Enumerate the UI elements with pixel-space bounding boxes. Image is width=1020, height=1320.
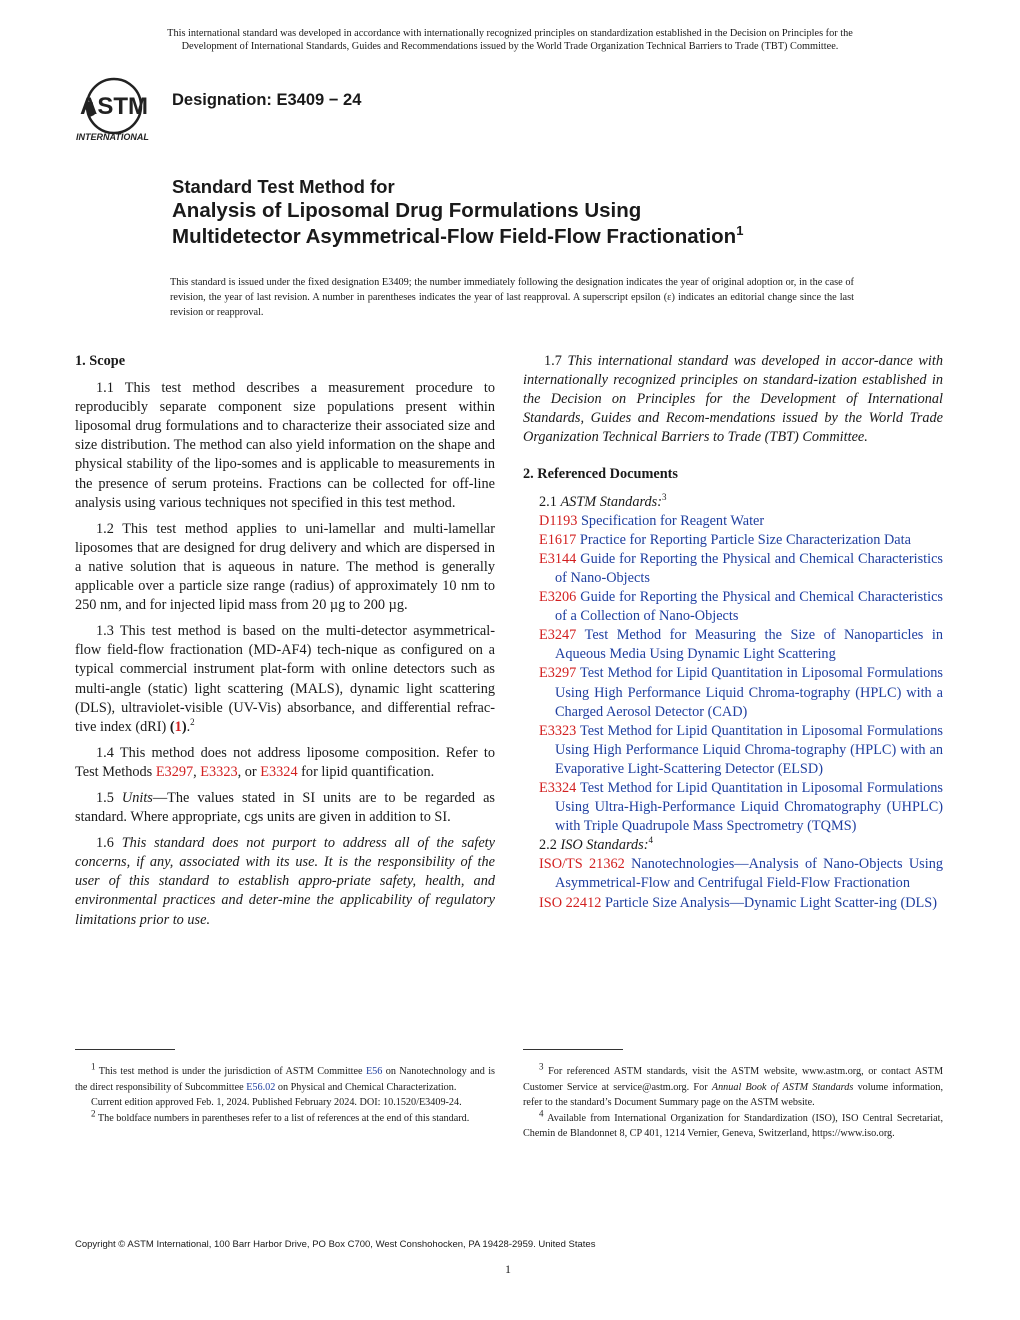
footnote-3-em: Annual Book of ASTM Standards xyxy=(711,1081,854,1093)
astm-reference-code[interactable]: E3297 xyxy=(539,665,577,682)
astm-reference-item xyxy=(523,779,943,836)
para-1-5-em: Units xyxy=(121,789,153,806)
iso-label-num: 2.2 xyxy=(539,837,557,854)
iso-label-text: ISO Standards: xyxy=(560,837,649,854)
title-line2: Analysis of Liposomal Drug Formulations Using xyxy=(172,199,642,222)
right-column xyxy=(523,352,943,913)
astm-logo xyxy=(74,76,162,144)
footnote-2 xyxy=(75,1108,495,1127)
para-1-5 xyxy=(75,789,495,827)
astm-reference-title[interactable]: Specification for Reagent Water xyxy=(580,512,765,529)
title-line3: Multidetector Asymmetrical-Flow Field-Flow Fractionation xyxy=(172,225,737,248)
link-e3297[interactable]: E3297 xyxy=(155,763,194,780)
link-e3324[interactable]: E3324 xyxy=(260,763,298,780)
para-1-6-num: 1.6 xyxy=(96,835,114,852)
iso-reference-number[interactable]: 22412 xyxy=(565,894,602,911)
link-e3323[interactable]: E3323 xyxy=(200,763,238,780)
iso-reference-title[interactable]: Particle Size Analysis—Dynamic Light Scatter-ing (DLS) xyxy=(604,894,937,911)
footnote-1-mark: 1 xyxy=(91,1061,96,1072)
astm-label-text: ASTM Standards: xyxy=(560,493,662,510)
footnote-mark: 2 xyxy=(190,716,195,727)
refdocs-heading: 2. Referenced Documents xyxy=(523,466,678,483)
logo-label: INTERNATIONAL xyxy=(76,132,149,142)
footnote-2-text: The boldface numbers in parentheses refer to a list of references at the end of this standard. xyxy=(97,1112,470,1124)
astm-reference-code[interactable]: E3247 xyxy=(539,627,577,644)
footnote-1-c: on Physical and Chemical Characterization. xyxy=(277,1081,457,1093)
para-1-7 xyxy=(523,352,943,447)
astm-reference-title[interactable]: Test Method for Lipid Quantitation in Liposomal Formulations Using High Performance Liquid Chroma-tography (HPLC) with a Charged Aerosol Detector (CAD) xyxy=(555,665,943,720)
para-1-3: 1.3 This test method is based on the multi-detector asymmetrical-flow field-flow fractionation (MD-AF4) tech-nique as configured on a typical commercial instrument plat-form with online detectors such as multi-angle (static) light scattering (MALS), dynamic light scattering (DLS), ultraviolet-visible (UV-Vis) absorbance, and differential refrac-tive index (dRI) (1).$^2$ xyxy=(75,623,495,735)
astm-reference-code[interactable]: E3206 xyxy=(539,589,577,606)
astm-standards-label xyxy=(523,493,943,512)
astm-reference-code[interactable]: E3324 xyxy=(539,779,577,796)
iso-reference-item xyxy=(523,855,943,893)
footnote-3-a: For referenced ASTM standards, visit the ASTM website, www.astm.org, or contact ASTM Customer Service at service@astm.org. For xyxy=(523,1066,944,1093)
astm-reference-item xyxy=(523,588,943,626)
para-1-5-text: —The values stated in SI units are to be regarded as standard. Where appropriate, cgs units are given in addition to SI. xyxy=(75,789,495,826)
reference-link[interactable]: 1 xyxy=(174,718,182,735)
footnote-rule xyxy=(523,1049,623,1050)
footnote-1-b: on Nanotechnology and is the direct responsibility of Subcommittee xyxy=(75,1066,495,1093)
title-footnote-mark: 1 xyxy=(736,223,744,239)
para-1-7-num: 1.7 xyxy=(544,353,562,369)
astm-reference-code[interactable]: D1193 xyxy=(539,512,578,529)
astm-reference-code[interactable]: E1617 xyxy=(539,531,577,548)
astm-reference-code[interactable]: E3144 xyxy=(539,550,577,567)
link-subcommittee-e56-02[interactable]: E56.02 xyxy=(246,1081,276,1093)
footnote-mark: 4 xyxy=(648,835,653,846)
footnote-1 xyxy=(75,1061,495,1095)
footnote-4-mark: 4 xyxy=(539,1108,544,1119)
tbt-notice-line1: This international standard was developed in accordance with internationally recognized principles on standardization established in the Decision on Principles for the xyxy=(167,28,853,39)
footnotes-left xyxy=(75,1049,495,1126)
logo-letters: ASTM xyxy=(80,93,148,120)
page-title xyxy=(172,176,952,250)
iso-reference-code[interactable]: ISO xyxy=(539,894,563,911)
tbt-notice xyxy=(60,27,960,53)
footnote-1-edition: Current edition approved Feb. 1, 2024. Published February 2024. DOI: 10.1520/E3409-24. xyxy=(91,1097,462,1108)
para-1-3-text: 1.3 This test method is based on the multi-detector asymmetrical-flow field-flow fractionation (MD-AF4) tech-nique as configured on a typical commercial instrument plat-form with online detectors such as multi-angle (static) light scattering (MALS), dynamic light scattering (DLS), ultraviolet-visible (UV-Vis) absorbance, and differential refrac-tive index (dRI) xyxy=(75,623,495,735)
astm-reference-title[interactable]: Practice for Reporting Particle Size Characterization Data xyxy=(579,531,911,548)
footnote-rule xyxy=(75,1049,175,1050)
astm-label-num: 2.1 xyxy=(539,493,557,510)
footnotes-right xyxy=(523,1049,943,1142)
iso-reference-title[interactable]: Nanotechnologies—Analysis of Nano-Objects Using Asymmetrical-Flow and Centrifugal Field-Flow Fractionation xyxy=(555,856,944,892)
astm-reference-item xyxy=(523,664,943,721)
footnote-4-text: Available from International Organization for Standardization (ISO), ISO Central Secretariat, Chemin de Blandonnet 8, CP 401, 1214 Vernier, Geneva, Switzerland, https://www.iso.org. xyxy=(523,1112,943,1139)
para-1-2: 1.2 This test method applies to uni-lamellar and multi-lamellar liposomes that are designed for drug delivery and which are dispersed in a native solution that is aqueous in nature. The method is generally applicable over a particle size range (radius) of approximately 10 nm to 250 nm, and for injected lipid mass from 20 µg to 200 µg. xyxy=(75,520,495,614)
astm-reference-list xyxy=(523,512,943,837)
astm-reference-item xyxy=(523,550,943,588)
footnote-3-b: volume information, refer to the standard’s Document Summary page on the ASTM website. xyxy=(523,1081,944,1108)
title-line1: Standard Test Method for xyxy=(172,176,395,197)
page-number: 1 xyxy=(505,1262,511,1276)
astm-reference-title[interactable]: Test Method for Lipid Quantitation in Liposomal Formulations Using Ultra-High-Performance Liquid Chromatography (UHPLC) with Triple Quadrupole Mass Spectrometry (TQMS) xyxy=(555,779,943,835)
para-1-4: 1.4 This method does not address liposome composition. Refer to Test Methods E3297, E3323, or E3324 for lipid quantification. xyxy=(75,744,495,780)
iso-reference-code[interactable]: ISO/TS xyxy=(539,856,583,873)
footnote-1-a: This test method is under the jurisdiction of ASTM Committee xyxy=(98,1066,363,1077)
astm-reference-item xyxy=(523,722,943,779)
tbt-notice-line2: Development of International Standards, Guides and Recommendations issued by the World Trade Organization Technical Barriers to Trade (TBT) Committee. xyxy=(181,41,839,52)
preface: This standard is issued under the fixed designation E3409; the number immediately following the designation indicates the year of original adoption or, in the case of revision, the year of last revision. A number in parentheses indicates the year of last reapproval. A superscript epsilon (ε) indicates an editorial change since the last revision or reapproval. xyxy=(170,277,854,318)
astm-reference-title[interactable]: Guide for Reporting the Physical and Chemical Characteristics of Nano-Objects xyxy=(555,550,943,586)
astm-reference-title[interactable]: Guide for Reporting the Physical and Chemical Characteristics of a Collection of Nano-Objects xyxy=(555,589,943,625)
para-1-6 xyxy=(75,834,495,929)
astm-reference-title[interactable]: Test Method for Measuring the Size of Nanoparticles in Aqueous Media Using Dynamic Light Scattering xyxy=(555,627,943,663)
para-1-4-text: 1.4 This method does not address liposome composition. Refer to Test Methods xyxy=(75,744,495,780)
astm-reference-item xyxy=(523,626,943,664)
footnote-3 xyxy=(523,1061,944,1111)
footnote-3-mark: 3 xyxy=(539,1061,544,1072)
para-1-4-or: , or xyxy=(237,763,257,780)
footnotes-left-text xyxy=(75,1061,495,1126)
left-column xyxy=(75,352,495,937)
para-1-1: 1.1 This test method describes a measurement procedure to reproducibly separate component size populations present within liposomal drug formulations and to characterize their associated size and size distribution. The method can also yield information on the shape and physical stability of the lipo-somes and is applicable to measurements in the presence of serum proteins. Fractions can be collected for off-line analysis using various techniques not specified in this test method. xyxy=(75,380,495,511)
astm-reference-item xyxy=(523,512,943,531)
copyright: Copyright © ASTM International, 100 Barr Harbor Drive, PO Box C700, West Conshohocken, PA 19428-2959. United States xyxy=(75,1239,596,1250)
astm-reference-item xyxy=(523,531,943,550)
iso-reference-list xyxy=(523,855,943,912)
astm-reference-title[interactable]: Test Method for Lipid Quantitation in Liposomal Formulations Using High Performance Liquid Chroma-tography (HPLC) with an Evaporative Light-Scattering Detector (ELSD) xyxy=(555,722,943,777)
link-committee-e56[interactable]: E56 xyxy=(365,1066,383,1077)
iso-reference-number[interactable]: 21362 xyxy=(589,856,625,873)
astm-reference-code[interactable]: E3323 xyxy=(539,722,577,739)
scope-heading: 1. Scope xyxy=(75,353,126,369)
footnotes-right-text xyxy=(523,1061,944,1142)
iso-standards-label xyxy=(523,836,943,855)
para-1-7-text: This international standard was developed in accor-dance with internationally recognized principles on standard-ization established in the Decision on Principles for the Development of International Standards, Guides and Recom-mendations issued by the World Trade Organization Technical Barriers to Trade (TBT) Committee. xyxy=(523,353,943,446)
para-1-5-num: 1.5 xyxy=(96,789,114,806)
designation: Designation: E3409 − 24 xyxy=(172,91,362,109)
footnote-mark: 3 xyxy=(662,491,667,502)
footnote-4 xyxy=(523,1108,943,1142)
para-1-6-text: This standard does not purport to address all of the safety concerns, if any, associated with its use. It is the responsibility of the user of this standard to establish appro-priate safety, health, and environmental practices and deter-mine the applicability of regulatory limitations prior to use. xyxy=(75,835,495,928)
iso-reference-item xyxy=(523,894,943,913)
footnote-2-mark: 2 xyxy=(91,1108,96,1119)
para-1-4-tail: for lipid quantification. xyxy=(301,763,435,780)
